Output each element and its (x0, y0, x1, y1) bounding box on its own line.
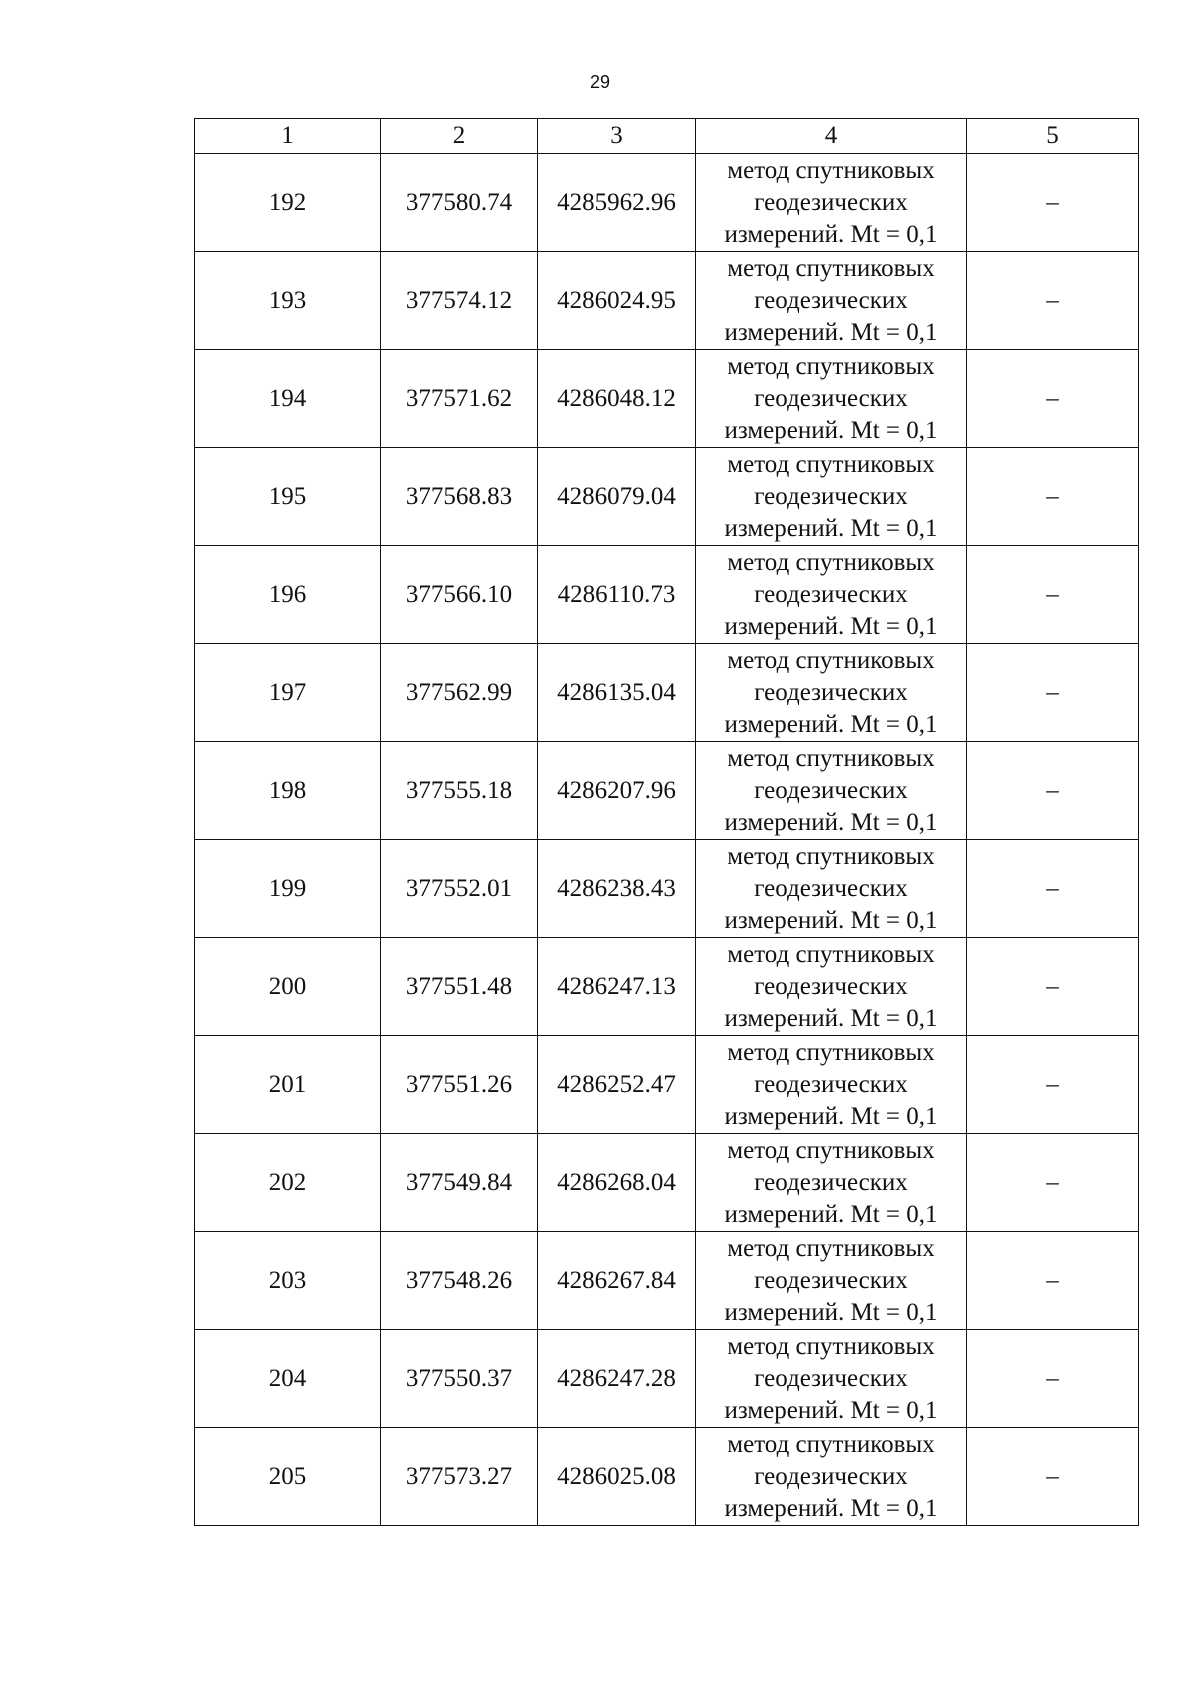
y-coordinate-cell: 4286268.04 (538, 1134, 696, 1232)
method-cell (696, 938, 967, 1036)
table-row (195, 350, 1139, 448)
col5-cell: – (967, 644, 1139, 742)
x-coordinate-cell: 377552.01 (381, 840, 538, 938)
method-text-line: измерений. Mt = 0,1 (724, 416, 938, 444)
header-col-3: 3 (538, 119, 696, 154)
table-row (195, 1036, 1139, 1134)
col5-cell: – (967, 252, 1139, 350)
y-coordinate-cell: 4286238.43 (538, 840, 696, 938)
method-text-line: геодезических (754, 580, 908, 608)
table-row (195, 252, 1139, 350)
method-text-line: метод спутниковых (727, 744, 935, 772)
method-text-line: измерений. Mt = 0,1 (724, 612, 938, 640)
point-number-cell: 205 (195, 1428, 381, 1526)
method-cell (696, 742, 967, 840)
y-coordinate-cell: 4285962.96 (538, 154, 696, 252)
x-coordinate-cell: 377574.12 (381, 252, 538, 350)
method-text-line: метод спутниковых (727, 842, 935, 870)
method-text-line: измерений. Mt = 0,1 (724, 318, 938, 346)
method-text-line: метод спутниковых (727, 940, 935, 968)
method-text-line: геодезических (754, 776, 908, 804)
method-cell (696, 644, 967, 742)
page-number: 29 (589, 72, 611, 92)
point-number-cell: 203 (195, 1232, 381, 1330)
method-cell (696, 840, 967, 938)
method-text-line: метод спутниковых (727, 1234, 935, 1262)
method-text-line: метод спутниковых (727, 1430, 935, 1458)
method-cell (696, 154, 967, 252)
col5-cell: – (967, 1330, 1139, 1428)
method-text-line: измерений. Mt = 0,1 (724, 808, 938, 836)
table-row (195, 1428, 1139, 1526)
col5-cell: – (967, 448, 1139, 546)
col5-cell: – (967, 350, 1139, 448)
method-cell (696, 252, 967, 350)
method-cell (696, 1134, 967, 1232)
table-row (195, 938, 1139, 1036)
y-coordinate-cell: 4286252.47 (538, 1036, 696, 1134)
method-cell (696, 350, 967, 448)
method-text-line: метод спутниковых (727, 1038, 935, 1066)
method-cell (696, 1428, 967, 1526)
method-text-line: измерений. Mt = 0,1 (724, 1102, 938, 1130)
method-text-line: геодезических (754, 874, 908, 902)
point-number-cell: 196 (195, 546, 381, 644)
table-row (195, 1134, 1139, 1232)
method-text-line: метод спутниковых (727, 254, 935, 282)
y-coordinate-cell: 4286024.95 (538, 252, 696, 350)
method-text-line: геодезических (754, 1462, 908, 1490)
y-coordinate-cell: 4286247.13 (538, 938, 696, 1036)
method-text-line: измерений. Mt = 0,1 (724, 1494, 938, 1522)
method-text-line: метод спутниковых (727, 646, 935, 674)
x-coordinate-cell: 377551.48 (381, 938, 538, 1036)
col5-cell: – (967, 1036, 1139, 1134)
method-text-line: измерений. Mt = 0,1 (724, 710, 938, 738)
header-col-1: 1 (195, 119, 381, 154)
method-text-line: измерений. Mt = 0,1 (724, 1396, 938, 1424)
table-row (195, 448, 1139, 546)
method-text-line: измерений. Mt = 0,1 (724, 1004, 938, 1032)
col5-cell: – (967, 1134, 1139, 1232)
col5-cell: – (967, 938, 1139, 1036)
y-coordinate-cell: 4286247.28 (538, 1330, 696, 1428)
header-col-2: 2 (381, 119, 538, 154)
method-text-line: метод спутниковых (727, 548, 935, 576)
point-number-cell: 198 (195, 742, 381, 840)
point-number-cell: 195 (195, 448, 381, 546)
table-row (195, 546, 1139, 644)
method-text-line: геодезических (754, 1364, 908, 1392)
method-text-line: измерений. Mt = 0,1 (724, 1200, 938, 1228)
x-coordinate-cell: 377551.26 (381, 1036, 538, 1134)
method-text-line: геодезических (754, 972, 908, 1000)
method-text-line: геодезических (754, 1168, 908, 1196)
method-text-line: геодезических (754, 188, 908, 216)
header-col-4: 4 (696, 119, 967, 154)
col5-cell: – (967, 1428, 1139, 1526)
point-number-cell: 204 (195, 1330, 381, 1428)
x-coordinate-cell: 377555.18 (381, 742, 538, 840)
point-number-cell: 194 (195, 350, 381, 448)
method-text-line: геодезических (754, 1266, 908, 1294)
x-coordinate-cell: 377571.62 (381, 350, 538, 448)
col5-cell: – (967, 1232, 1139, 1330)
point-number-cell: 197 (195, 644, 381, 742)
point-number-cell: 200 (195, 938, 381, 1036)
table-row (195, 644, 1139, 742)
method-text-line: геодезических (754, 384, 908, 412)
method-text-line: метод спутниковых (727, 1332, 935, 1360)
table-row (195, 1330, 1139, 1428)
point-number-cell: 193 (195, 252, 381, 350)
point-number-cell: 199 (195, 840, 381, 938)
method-text-line: геодезических (754, 1070, 908, 1098)
coordinates-table (194, 118, 1139, 1526)
col5-cell: – (967, 840, 1139, 938)
y-coordinate-cell: 4286110.73 (538, 546, 696, 644)
table-header (195, 119, 1139, 154)
table-body (195, 154, 1139, 1526)
method-text-line: измерений. Mt = 0,1 (724, 220, 938, 248)
coordinates-table-container (194, 118, 1139, 1526)
x-coordinate-cell: 377568.83 (381, 448, 538, 546)
method-cell (696, 1330, 967, 1428)
table-row (195, 840, 1139, 938)
x-coordinate-cell: 377550.37 (381, 1330, 538, 1428)
table-row (195, 742, 1139, 840)
y-coordinate-cell: 4286025.08 (538, 1428, 696, 1526)
table-row (195, 1232, 1139, 1330)
method-text-line: геодезических (754, 678, 908, 706)
method-text-line: геодезических (754, 286, 908, 314)
point-number-cell: 202 (195, 1134, 381, 1232)
x-coordinate-cell: 377566.10 (381, 546, 538, 644)
point-number-cell: 192 (195, 154, 381, 252)
method-text-line: метод спутниковых (727, 352, 935, 380)
method-text-line: измерений. Mt = 0,1 (724, 514, 938, 542)
header-col-5: 5 (967, 119, 1139, 154)
method-text-line: измерений. Mt = 0,1 (724, 1298, 938, 1326)
x-coordinate-cell: 377580.74 (381, 154, 538, 252)
x-coordinate-cell: 377573.27 (381, 1428, 538, 1526)
y-coordinate-cell: 4286267.84 (538, 1232, 696, 1330)
y-coordinate-cell: 4286048.12 (538, 350, 696, 448)
method-text-line: метод спутниковых (727, 450, 935, 478)
col5-cell: – (967, 154, 1139, 252)
method-text-line: метод спутниковых (727, 156, 935, 184)
method-text-line: геодезических (754, 482, 908, 510)
method-cell (696, 1036, 967, 1134)
method-text-line: измерений. Mt = 0,1 (724, 906, 938, 934)
col5-cell: – (967, 546, 1139, 644)
method-cell (696, 448, 967, 546)
y-coordinate-cell: 4286079.04 (538, 448, 696, 546)
method-cell (696, 1232, 967, 1330)
y-coordinate-cell: 4286207.96 (538, 742, 696, 840)
y-coordinate-cell: 4286135.04 (538, 644, 696, 742)
point-number-cell: 201 (195, 1036, 381, 1134)
method-text-line: метод спутниковых (727, 1136, 935, 1164)
method-cell (696, 546, 967, 644)
table-row (195, 154, 1139, 252)
col5-cell: – (967, 742, 1139, 840)
x-coordinate-cell: 377549.84 (381, 1134, 538, 1232)
x-coordinate-cell: 377548.26 (381, 1232, 538, 1330)
header-row (195, 119, 1139, 154)
x-coordinate-cell: 377562.99 (381, 644, 538, 742)
